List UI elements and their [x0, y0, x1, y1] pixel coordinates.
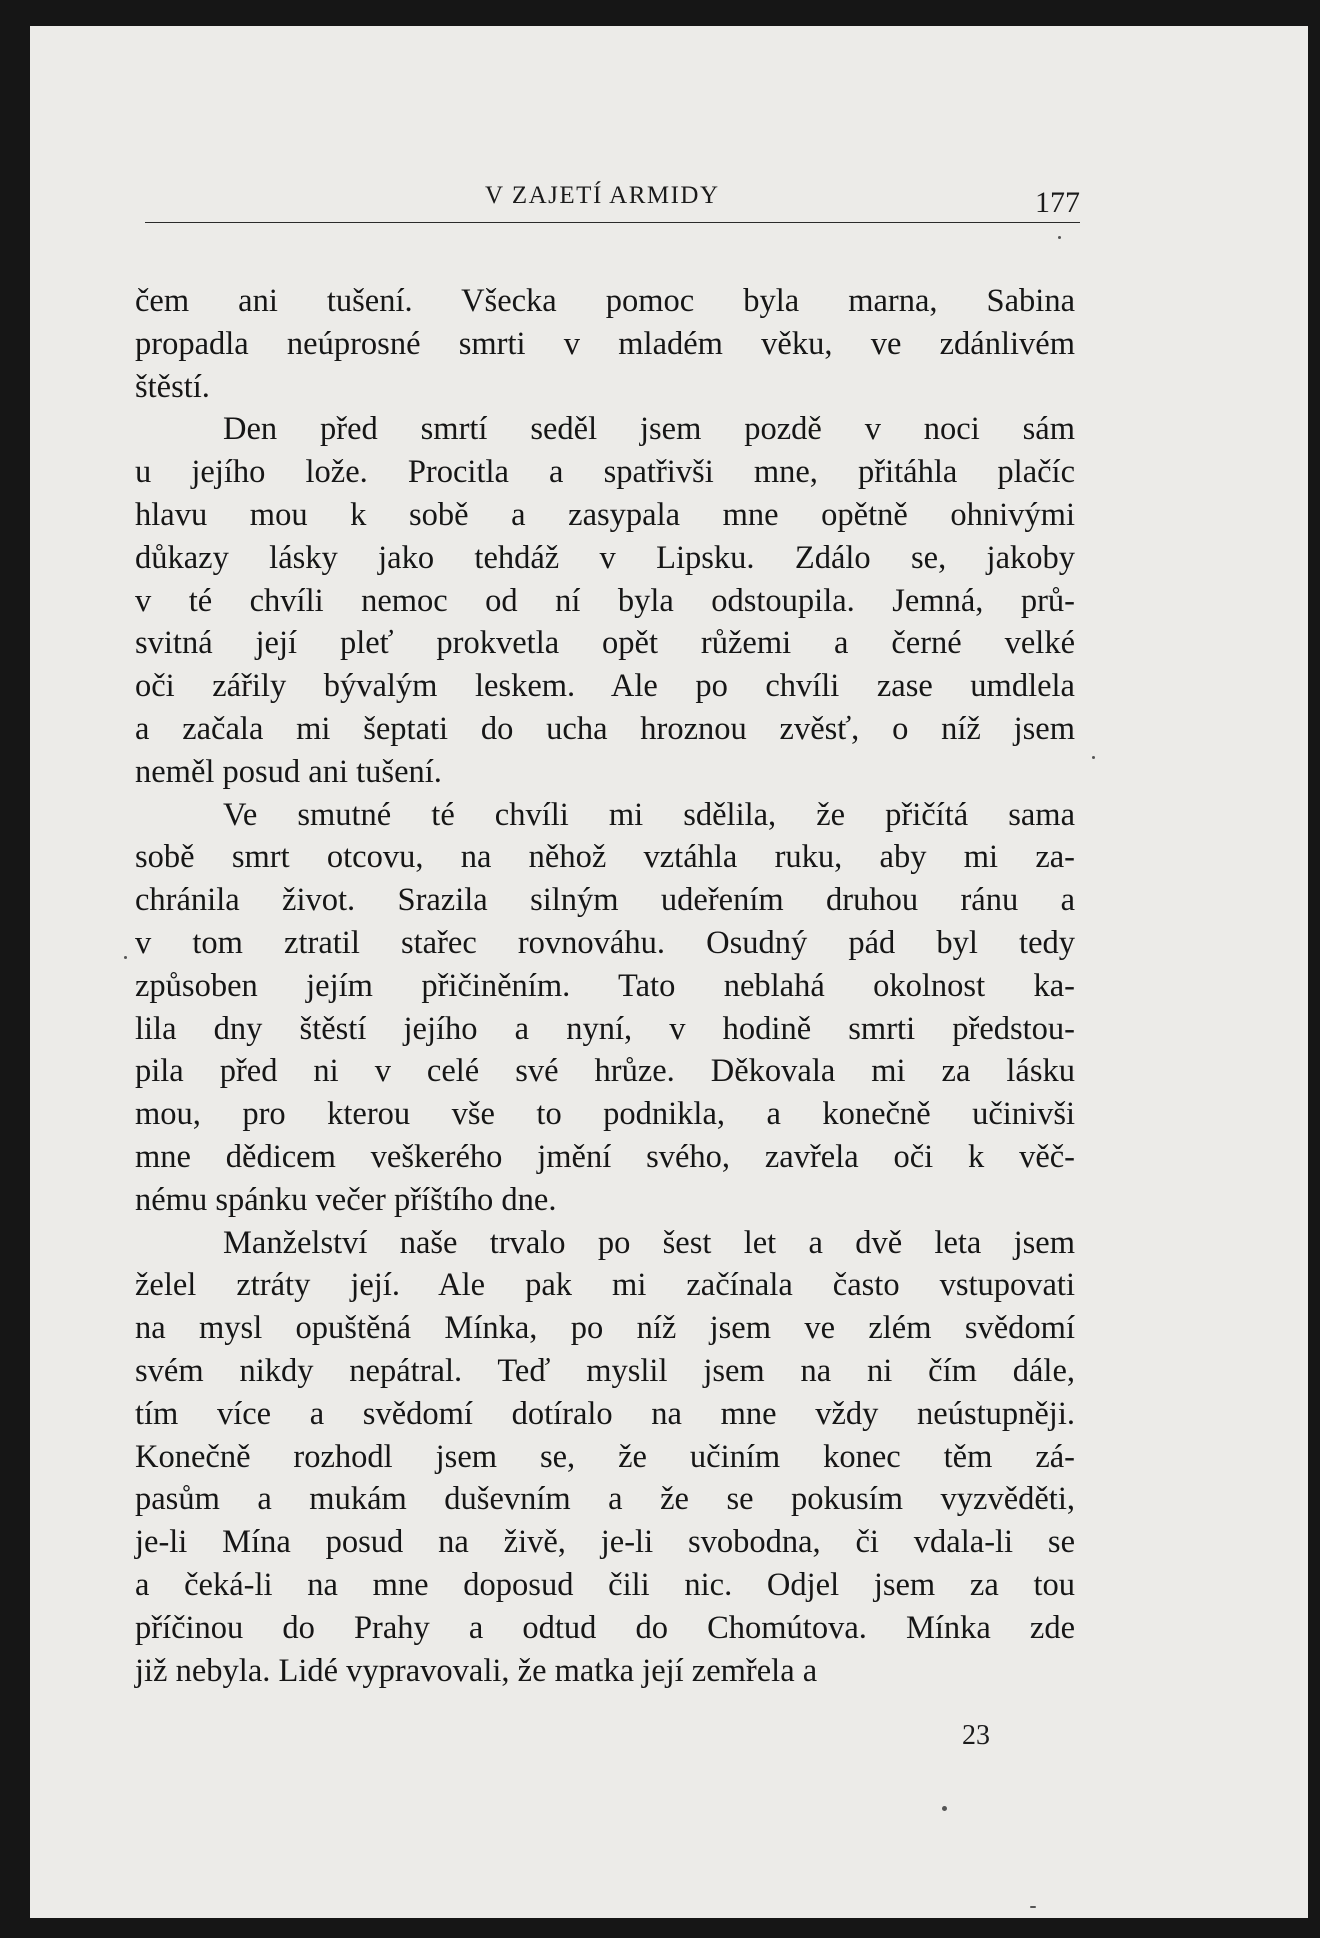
text-line: důkazy lásky jako tehdáž v Lipsku. Zdálo se, jakoby	[135, 539, 1075, 576]
paper-speck	[1058, 236, 1061, 239]
text-line: štěstí.	[135, 368, 210, 405]
text-line: u jejího lože. Procitla a spatřivši mne, přitáhla plačíc	[135, 454, 1075, 491]
text-line: a čeká-li na mne doposud čili nic. Odjel jsem za tou	[135, 1566, 1075, 1603]
text-line: Ve smutné té chvíli mi sdělila, že přičítá sama	[223, 796, 1075, 833]
text-line: tím více a svědomí dotíralo na mne vždy neústupněji.	[135, 1395, 1075, 1432]
text-line: nému spánku večer příštího dne.	[135, 1181, 557, 1218]
text-line: propadla neúprosné smrti v mladém věku, ve zdánlivém	[135, 325, 1075, 362]
text-line: hlavu mou k sobě a zasypala mne opětně ohnivými	[135, 496, 1075, 533]
page-number: 177	[1035, 186, 1080, 219]
text-line: na mysl opuštěná Mínka, po níž jsem ve zlém svědomí	[135, 1310, 1075, 1347]
text-line: želel ztráty její. Ale pak mi začínala často vstupovati	[135, 1267, 1075, 1304]
text-line: neměl posud ani tušení.	[135, 753, 442, 790]
running-head	[145, 178, 1080, 224]
text-line: pasům a mukám duševním a že se pokusím vyzvěděti,	[135, 1481, 1075, 1518]
text-line: svitná její pleť prokvetla opět růžemi a černé velké	[135, 625, 1075, 662]
body-text	[135, 280, 1075, 1692]
text-line: způsoben jejím přičiněním. Tato neblahá okolnost ka-	[135, 967, 1075, 1004]
text-line: sobě smrt otcovu, na něhož vztáhla ruku, aby mi za-	[135, 839, 1075, 876]
paragraph	[135, 1222, 1075, 1693]
paragraph	[135, 408, 1075, 793]
text-line: Den před smrtí seděl jsem pozdě v noci sám	[223, 411, 1075, 448]
signature-mark: 23	[962, 1720, 990, 1751]
text-line: a začala mi šeptati do ucha hroznou zvěsť, o níž jsem	[135, 710, 1075, 747]
text-line: Konečně rozhodl jsem se, že učiním konec těm zá-	[135, 1438, 1075, 1475]
paper-speck	[1030, 1906, 1036, 1908]
text-line: je-li Mína posud na živě, je-li svobodna, či vdala-li se	[135, 1524, 1075, 1561]
text-line: mou, pro kterou vše to podnikla, a konečně učinivši	[135, 1096, 1075, 1133]
text-line: oči zářily bývalým leskem. Ale po chvíli zase umdlela	[135, 668, 1075, 705]
text-line: lila dny štěstí jejího a nyní, v hodině smrti předstou-	[135, 1010, 1075, 1047]
paper-speck	[1092, 756, 1095, 759]
text-line: chránila život. Srazila silným udeřením druhou ránu a	[135, 882, 1075, 919]
text-line: v té chvíli nemoc od ní byla odstoupila. Jemná, prů-	[135, 582, 1075, 619]
text-line: mne dědicem veškerého jmění svého, zavřela oči k věč-	[135, 1138, 1075, 1175]
paper-speck	[124, 956, 127, 959]
text-line: čem ani tušení. Všecka pomoc byla marna, Sabina	[135, 283, 1075, 319]
header-rule	[145, 222, 1080, 223]
text-line: pila před ni v celé své hrůze. Děkovala mi za lásku	[135, 1053, 1075, 1090]
paper-speck	[942, 1806, 947, 1811]
text-line: Manželství naše trvalo po šest let a dvě leta jsem	[223, 1224, 1075, 1261]
text-line: příčinou do Prahy a odtud do Chomútova. Mínka zde	[135, 1609, 1075, 1646]
paragraph	[135, 280, 1075, 408]
text-line: svém nikdy nepátral. Teď myslil jsem na ni čím dále,	[135, 1352, 1075, 1389]
paragraph	[135, 794, 1075, 1222]
text-line: v tom ztratil stařec rovnováhu. Osudný pád byl tedy	[135, 924, 1075, 961]
text-line: již nebyla. Lidé vypravovali, že matka její zemřela a	[135, 1652, 818, 1689]
running-title: V ZAJETÍ ARMIDY	[485, 182, 720, 209]
